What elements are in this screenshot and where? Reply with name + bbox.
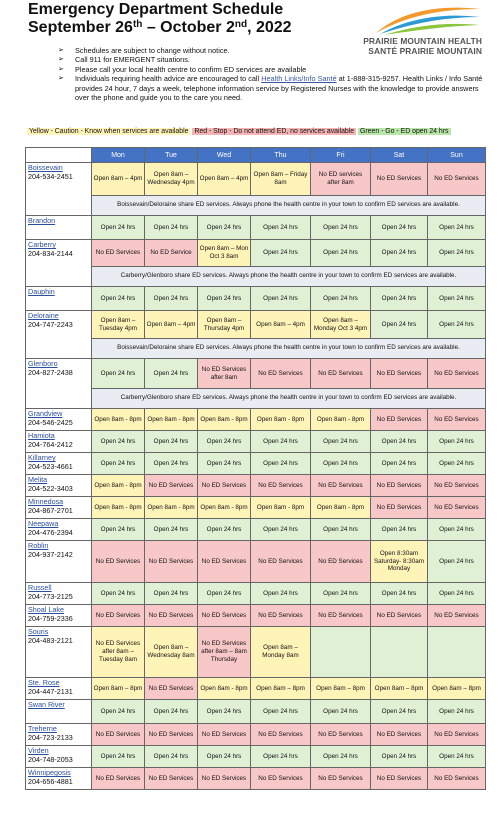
schedule-cell: No ED Services [92,605,145,627]
schedule-cell: No ED Services [145,605,198,627]
schedule-cell: Open 8am - 8pm [251,409,311,431]
schedule-cell: No ED Services [428,163,486,196]
schedule-cell: Open 24 hrs [92,431,145,453]
schedule-cell: No ED Services [145,724,198,746]
day-header: Sun [428,148,486,163]
schedule-cell: Open 8am – 4pm [92,163,145,196]
location-name-link[interactable]: Deloraine [28,311,59,320]
location-phone: 204-834-2144 [28,249,73,259]
notice-text: at 1-888-315-9257. Health Links / Info Santé provides 24 hour, 7 days a week, telephone information service by Registered Nurses with the knowledge to provide answers over the phone and guide you to the care you need. [75,74,483,103]
schedule-cell: No ED Services [311,605,371,627]
schedule-cell: Open 8am - 8pm [145,409,198,431]
location-cell [26,746,92,768]
table-row [26,768,486,790]
schedule-cell: Open 24 hrs [428,311,486,339]
table-row [26,724,486,746]
health-links-link[interactable]: Health Links/Info Santé [261,74,337,84]
location-cell [26,240,92,287]
schedule-cell: No ED Services [251,768,311,790]
schedule-cell: Open 24 hrs [311,287,371,311]
schedule-cell: No ED Services [198,541,251,583]
table-row [26,311,486,339]
schedule-cell: No ED Services [428,409,486,431]
table-row [26,163,486,196]
schedule-cell: Open 8am – Monday 8am [251,627,311,678]
schedule-cell: Open 24 hrs [198,746,251,768]
shared-services-note-row [26,196,486,216]
schedule-cell: No ED Services [92,768,145,790]
schedule-cell: Open 8am – 4pm [198,163,251,196]
location-cell [26,724,92,746]
location-cell [26,475,92,497]
schedule-cell: Open 24 hrs [198,453,251,475]
schedule-cell: No ED Services [251,359,311,389]
color-legend [27,126,451,138]
location-name-link[interactable]: Glenboro [28,359,58,368]
schedule-cell: No ED Services [251,541,311,583]
schedule-cell: Open 8am - 8pm [251,497,311,519]
schedule-cell: Open 8am – 4pm [145,311,198,339]
schedule-cell: Open 8am - 8pm [92,497,145,519]
schedule-cell: No ED Services [251,605,311,627]
notice-item [58,65,488,74]
location-phone: 204-748-2053 [28,755,73,765]
location-cell [26,497,92,519]
schedule-cell: No ED Service [145,240,198,267]
day-header: Fri [311,148,371,163]
location-phone: 204-476-2394 [28,528,73,538]
location-phone: 204-867-2701 [28,506,73,516]
shared-services-note: Carberry/Glenboro share ED services. Always phone the health centre in your town to confirm ED services are available. [92,389,486,409]
schedule-cell: Open 24 hrs [428,583,486,605]
schedule-cell: Open 8am – Thursday 4pm [198,311,251,339]
schedule-cell: Open 24 hrs [311,431,371,453]
ed-schedule-table [25,147,486,790]
schedule-cell: Open 24 hrs [145,216,198,240]
schedule-cell: No ED Services [428,475,486,497]
location-cell [26,541,92,583]
schedule-cell: Open 24 hrs [92,746,145,768]
location-cell [26,700,92,724]
location-cell [26,519,92,541]
shared-services-note-row [26,389,486,409]
schedule-cell: Open 24 hrs [311,700,371,724]
schedule-cell: Open 24 hrs [92,519,145,541]
schedule-cell: No ED services after 8am [311,163,371,196]
table-row [26,475,486,497]
schedule-cell: Open 8am – Wednesday 4pm [145,163,198,196]
schedule-cell: Open 8am - 8pm [92,475,145,497]
schedule-cell: Open 24 hrs [198,519,251,541]
schedule-cell: Open 24 hrs [251,453,311,475]
legend-yellow: Yellow - Caution - Know when services are available [29,128,189,135]
schedule-cell: No ED Services [371,497,428,519]
schedule-cell: Open 24 hrs [371,287,428,311]
location-name-link[interactable]: Minnedosa [28,497,64,506]
location-name-link[interactable]: Winnipegosis [28,768,71,777]
notice-item [58,55,488,64]
legend-green: Green - Go - ED open 24 hrs [360,128,449,135]
location-cell [26,359,92,409]
notice-text: Please call your local health centre to confirm ED services are available [75,64,307,74]
location-name-link[interactable]: Souris [28,627,49,636]
location-cell [26,627,92,678]
table-row [26,700,486,724]
schedule-cell: No ED Services [311,724,371,746]
legend-red: Red - Stop - Do not attend ED, no services available [194,128,355,135]
location-cell [26,605,92,627]
schedule-cell: Open 24 hrs [428,519,486,541]
schedule-cell: Open 24 hrs [92,287,145,311]
schedule-cell: No ED Services [198,605,251,627]
schedule-cell: No ED Services [311,541,371,583]
schedule-cell: Open 24 hrs [311,453,371,475]
arrow-bullet-icon: ➢ [58,47,64,54]
schedule-cell: No ED Services [145,475,198,497]
schedule-cell: Open 24 hrs [428,700,486,724]
location-name-link[interactable]: Shoal Lake [28,605,64,614]
schedule-cell: No ED Services [371,359,428,389]
table-row [26,678,486,700]
location-phone: 204-483-2121 [28,636,73,646]
table-row [26,409,486,431]
location-name-link[interactable]: Brandon [28,216,56,225]
schedule-cell: Open 8am - 8pm [311,497,371,519]
location-phone: 204-764-2412 [28,440,73,450]
location-phone: 204-723-2133 [28,733,73,743]
day-header: Mon [92,148,145,163]
table-row [26,359,486,389]
schedule-cell: No ED Services [428,605,486,627]
schedule-cell: Open 24 hrs [428,541,486,583]
table-row [26,287,486,311]
schedule-cell: No ED Services [92,724,145,746]
location-name-link[interactable]: Swan River [28,700,65,709]
logo-swoosh-icon [374,3,482,35]
location-cell [26,431,92,453]
schedule-cell: No ED Services [428,768,486,790]
schedule-cell: No ED Services [371,409,428,431]
schedule-cell: Open 24 hrs [92,216,145,240]
schedule-cell: No ED Services [311,359,371,389]
location-cell [26,678,92,700]
table-row [26,431,486,453]
schedule-cell: Open 24 hrs [371,216,428,240]
location-name-link[interactable]: Russell [28,583,52,592]
shared-services-note: Boissevain/Deloraine share ED services. Always phone the health centre in your town to confirm ED services are available. [92,339,486,359]
schedule-cell: Open 24 hrs [371,311,428,339]
schedule-cell: No ED Services after 8am – Tuesday 8am [92,627,145,678]
location-name-link[interactable]: Hamiota [28,431,55,440]
location-name-link[interactable]: Melita [28,475,48,484]
location-name-link[interactable]: Dauphin [28,287,55,296]
location-name-link[interactable]: Treherne [28,724,57,733]
notice-text: Call 911 for EMERGENT situations. [75,55,190,65]
page-title: Emergency Department Schedule [28,1,284,18]
location-phone: 204-827-2438 [28,368,73,378]
location-cell [26,311,92,359]
schedule-cell: Open 24 hrs [428,287,486,311]
schedule-cell: No ED Services [251,724,311,746]
schedule-cell: Open 8am - 8pm [198,409,251,431]
schedule-cell: No ED Services [371,475,428,497]
schedule-cell: No ED Services [198,475,251,497]
schedule-cell: No ED Services after 8am – 8am Thursday [198,627,251,678]
schedule-cell: Open 8am - 8pm [92,409,145,431]
schedule-cell: Open 24 hrs [251,431,311,453]
schedule-cell: Open 8am - 8pm [145,497,198,519]
notice-item [58,46,488,55]
location-phone: 204-759-2336 [28,614,73,624]
day-header: Wed [198,148,251,163]
location-phone: 204-773-2125 [28,592,73,602]
location-phone: 204-656-4881 [28,777,73,787]
schedule-cell: Open 24 hrs [198,700,251,724]
location-phone: 204-747-2243 [28,320,73,330]
schedule-cell: Open 24 hrs [371,519,428,541]
schedule-cell: Open 24 hrs [428,746,486,768]
schedule-cell: Open 8am – 8pm [428,678,486,700]
schedule-cell: Open 8am – 8pm [311,678,371,700]
schedule-cell: Open 8am - 8pm [311,409,371,431]
logo-text-french: SANTÉ PRAIRIE MOUNTAIN [368,46,482,56]
table-row [26,216,486,240]
schedule-cell: Open 8am – 8pm [371,678,428,700]
schedule-cell: Open 24 hrs [145,583,198,605]
schedule-cell: No ED Services [428,497,486,519]
schedule-cell: No ED Services [145,541,198,583]
schedule-cell: No ED Services [198,724,251,746]
table-row [26,519,486,541]
day-header: Thu [251,148,311,163]
location-cell [26,163,92,216]
table-row [26,541,486,583]
arrow-bullet-icon: ➢ [58,56,64,64]
notice-text: Schedules are subject to change without notice. [75,46,230,55]
schedule-cell: Open 24 hrs [371,700,428,724]
location-phone: 204-522-3403 [28,484,73,494]
table-row [26,583,486,605]
schedule-cell: No ED Services [92,541,145,583]
schedule-cell: Open 24 hrs [198,431,251,453]
schedule-cell: Open 24 hrs [251,700,311,724]
schedule-cell: No ED Services [371,768,428,790]
location-name-link[interactable]: Boissevain [28,163,63,172]
schedule-cell: Open 24 hrs [251,746,311,768]
location-cell [26,453,92,475]
location-phone: 204-534-2451 [28,172,73,182]
arrow-bullet-icon: ➢ [58,65,64,73]
location-name-link[interactable]: Neepawa [28,519,59,528]
table-row [26,497,486,519]
notice-item [58,74,488,102]
schedule-cell: Open 24 hrs [311,519,371,541]
schedule-cell: Open 8am - 8pm [198,497,251,519]
schedule-cell: No ED Services [251,475,311,497]
schedule-cell: No ED Services after 8am [198,359,251,389]
location-cell [26,768,92,790]
date-range-title: September 26th – October 2nd, 2022 [28,19,292,36]
shared-services-note-row [26,339,486,359]
location-cell [26,409,92,431]
shared-services-note: Boissevain/Deloraine share ED services. Always phone the health centre in your town to confirm ED services are available. [92,196,486,216]
location-cell [26,287,92,311]
schedule-cell: Open 24 hrs [92,453,145,475]
schedule-cell: Open 24 hrs [251,216,311,240]
schedule-cell: Open 24 hrs [145,700,198,724]
schedule-cell: Open 24 hrs [371,583,428,605]
day-header: Sat [371,148,428,163]
location-name-link[interactable]: Virden [28,746,49,755]
table-row [26,627,486,678]
table-row [26,605,486,627]
schedule-cell: Open 8am - 8pm [198,678,251,700]
shared-services-note-row [26,267,486,287]
schedule-cell: Open 8am – Tuesday 4pm [92,311,145,339]
shared-services-note: Carberry/Glenboro share ED services. Always phone the health centre in your town to confirm ED services are available. [92,267,486,287]
schedule-cell: No ED Services [371,163,428,196]
schedule-cell: Open 24 hrs [371,453,428,475]
notice-list [58,46,488,102]
schedule-cell: No ED Services [145,768,198,790]
schedule-cell: Open 24 hrs [251,287,311,311]
day-header: Tue [145,148,198,163]
schedule-cell: No ED Services [371,605,428,627]
schedule-cell: Open 8am – Friday 8am [251,163,311,196]
schedule-cell [311,627,371,678]
schedule-cell: Open 8:30am Saturday- 8:30am Monday [371,541,428,583]
schedule-cell: Open 8am – 4pm [251,311,311,339]
schedule-cell: Open 24 hrs [145,431,198,453]
day-header-row [26,148,486,163]
logo-text-english: PRAIRIE MOUNTAIN HEALTH [363,36,482,46]
schedule-cell: Open 24 hrs [371,746,428,768]
schedule-cell: Open 24 hrs [198,287,251,311]
schedule-cell: No ED Services [311,475,371,497]
location-name-link[interactable]: Killarney [28,453,56,462]
schedule-cell: No ED Services [311,768,371,790]
schedule-cell: Open 8am – 8pm [92,678,145,700]
schedule-cell: No ED Services [92,240,145,267]
arrow-bullet-icon: ➢ [58,75,64,83]
schedule-cell: Open 24 hrs [311,216,371,240]
schedule-cell [428,627,486,678]
schedule-cell: No ED Services [371,724,428,746]
table-row [26,746,486,768]
schedule-cell: No ED Services [145,678,198,700]
location-phone: 204-447-2131 [28,687,73,697]
schedule-cell: No ED Services [428,359,486,389]
schedule-cell: Open 8am – Mon Oct 3 8am [198,240,251,267]
schedule-cell: Open 24 hrs [251,240,311,267]
schedule-cell: Open 24 hrs [198,583,251,605]
schedule-cell: Open 24 hrs [145,746,198,768]
location-name-link[interactable]: Ste. Rose [28,678,60,687]
schedule-cell: Open 24 hrs [145,359,198,389]
location-phone: 204-523-4661 [28,462,73,472]
schedule-cell: Open 24 hrs [311,240,371,267]
schedule-cell: Open 8am – Wednesday 8am [145,627,198,678]
schedule-cell [371,627,428,678]
schedule-cell: Open 24 hrs [198,216,251,240]
schedule-cell: Open 24 hrs [92,359,145,389]
schedule-cell: Open 24 hrs [251,583,311,605]
location-cell [26,216,92,240]
notice-text: Individuals requiring health advice are encouraged to call [75,74,262,84]
schedule-cell: Open 24 hrs [145,519,198,541]
location-name-link[interactable]: Roblin [28,541,49,550]
schedule-cell: Open 24 hrs [311,583,371,605]
schedule-cell: No ED Services [198,768,251,790]
location-cell [26,583,92,605]
schedule-cell: No ED Services [428,724,486,746]
location-phone: 204-937-2142 [28,550,73,560]
location-phone: 204-546-2425 [28,418,73,428]
schedule-cell: Open 24 hrs [428,216,486,240]
schedule-cell: Open 24 hrs [92,700,145,724]
schedule-cell: Open 24 hrs [428,453,486,475]
table-row [26,453,486,475]
schedule-cell: Open 24 hrs [311,746,371,768]
schedule-cell: Open 24 hrs [371,240,428,267]
location-header [26,148,92,163]
location-name-link[interactable]: Grandview [28,409,63,418]
schedule-cell: Open 8am – Monday Oct 3 4pm [311,311,371,339]
schedule-cell: Open 24 hrs [145,453,198,475]
schedule-cell: Open 24 hrs [371,431,428,453]
schedule-cell: Open 24 hrs [92,583,145,605]
schedule-cell: Open 24 hrs [428,431,486,453]
location-name-link[interactable]: Carberry [28,240,56,249]
schedule-cell: Open 8am – 8pm [251,678,311,700]
schedule-cell: Open 24 hrs [428,240,486,267]
schedule-cell: Open 24 hrs [251,519,311,541]
schedule-cell: Open 24 hrs [145,287,198,311]
table-row [26,240,486,267]
